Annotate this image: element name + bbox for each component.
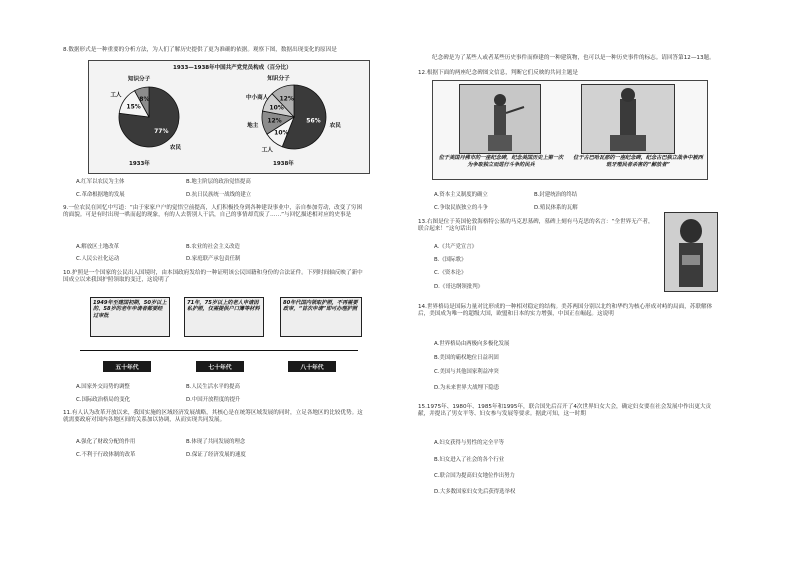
q15-option-a: A.妇女获得与男性的完全平等 <box>434 440 504 446</box>
q9-option-c: C.人民公社化运动 <box>76 256 120 262</box>
monument-1-image <box>460 85 540 153</box>
pie-1938 <box>246 74 341 153</box>
q11-stem: 11.有人认为改革开放以来，我国实施的区域经济发展战略，其核心是在统筹区域发展的同时，立足各地区的比较优势。这就需要政府对国内各地区间的关系加以协调，从而实现共同发展。 <box>63 410 363 424</box>
q13-option-c: C.《资本论》 <box>434 270 467 276</box>
timeline-box-1: 1949年至建国初期，50岁以上的、58岁的老年申请者都要经过审批 <box>90 297 170 337</box>
q9-option-b: B.农业的社会主义改造 <box>186 244 240 250</box>
q15-option-c: C.联合国为提高妇女地位作出努力 <box>434 473 515 479</box>
pie-category-label: 知识分子 <box>127 76 151 83</box>
q11-option-c: C.不利于行政体制的改革 <box>76 452 136 458</box>
q8-chart-title: 1933—1938年中国共产党党员构成（百分比） <box>173 65 292 71</box>
monument-caption-2: 位于古巴哈瓦那的一座纪念碑，纪念古巴独立战争中被西班牙殖民者杀害的“解放者” <box>573 155 703 168</box>
pie-category-label: 农民 <box>329 122 341 129</box>
q8-option-d: D.抗日民族统一战线的建立 <box>186 192 252 198</box>
q8-year-1: 1933年 <box>129 161 150 167</box>
timeline-tag-80s: 八十年代 <box>288 361 336 372</box>
q12-option-a: A.资本主义制度的确立 <box>434 192 488 198</box>
pie-value-label: 12% <box>279 95 294 103</box>
q11-option-a: A.强化了财政分配的作用 <box>76 439 136 445</box>
q14-option-c: C.美国与其他国家利益冲突 <box>434 369 499 375</box>
q15-option-b: B.妇女进入了社会的各个行业 <box>434 457 505 463</box>
q15-option-d: D.大多数国家妇女先后获得选举权 <box>434 489 516 495</box>
q8-option-a: A.红军以农民为主体 <box>76 179 125 185</box>
q12-option-b: B.封建统治的终结 <box>534 192 578 198</box>
monument-photo-1 <box>459 84 541 154</box>
timeline-box-3: 80年代国内领取护照，不再需要政审，“首次申请”即可办理护照 <box>280 297 362 337</box>
marx-tomb-photo <box>664 212 718 292</box>
q8-option-c: C.革命根据地的发展 <box>76 192 125 198</box>
q15-stem: 15.1975年、1980年、1985年和1995年，联合国先后召开了4次世界妇女大会，确定妇女要在社会发展中作出更大贡献，并提出了男女平等、妇女参与发展等要求。据此可知，这一时期 <box>418 404 712 418</box>
q12-intro: 纪念碑是为了某些人或者某些历史事件而修建的一种建筑物，也可以是一种历史事件的标志。请回答第12—13题。 <box>432 55 715 61</box>
pie-category-label: 地主 <box>247 122 259 129</box>
q8-year-2: 1938年 <box>273 161 294 167</box>
pie-value-label: 77% <box>154 127 169 135</box>
timeline-axis <box>80 350 358 351</box>
q13-option-b: B.《国际歌》 <box>434 257 467 263</box>
timeline-tag-70s: 七十年代 <box>196 361 244 372</box>
q12-option-c: C.争取民族独立的斗争 <box>434 205 488 211</box>
q8-stem: 8.数据形式是一种重要的分析方法，为人们了解历史提供了更为准确的依据。观察下图，数据出现变化的原因是 <box>63 47 337 53</box>
q10-option-a: A.国家外交局势的调整 <box>76 384 130 390</box>
q9-stem: 9.一位农民在回忆中写道：“由于家家户户的觉悟空前提高，人们积极投身到各种建设事业中，亲自参加劳动，改变了穷困的面貌。可是有时出现一哄而起的现象，有的人去帮别人干活，自己的事情却荒废了……”与回忆描述相对应的史事是 <box>63 205 363 219</box>
pie-value-label: 56% <box>306 117 321 125</box>
q14-option-b: B.美国的霸权地位日益巩固 <box>434 355 499 361</box>
pie-1933 <box>110 74 181 151</box>
pie-charts <box>89 61 369 173</box>
pie-value-label: 15% <box>126 103 141 111</box>
q11-option-d: D.保证了经济发展的速度 <box>186 452 246 458</box>
q12-figure <box>432 80 708 180</box>
q8-option-b: B.地主阶层的政治觉悟提高 <box>186 179 251 185</box>
pie-category-label: 工人 <box>261 147 273 154</box>
q10-option-c: C.国际政治格局的变化 <box>76 397 130 403</box>
pie-value-label: 10% <box>269 104 284 112</box>
pie-value-label: 12% <box>267 117 282 125</box>
q10-stem: 10.护照是一个国家的公民出入国境时，由本国政府发给的一种证明该公民国籍和身份的合法证件。下列时间轴反映了新中国成立以来我国护照领取的变迁，这说明了 <box>63 270 363 284</box>
pie-value-label: 10% <box>274 129 289 137</box>
pie-category-label: 知识分子 <box>267 75 290 82</box>
q13-stem: 13.右图是位于英国伦敦海格特公墓的马克思墓碑，墓碑上刻有马克思的名言：“全世界无产者，联合起来！”这句话出自 <box>418 219 654 233</box>
pie-category-label: 中小商人 <box>245 94 269 101</box>
pie-category-label: 工人 <box>110 92 122 99</box>
monument-2-image <box>582 85 674 153</box>
q8-figure <box>88 60 370 174</box>
marx-tomb-image <box>665 213 717 291</box>
q13-option-d: D.《哥达纲领批判》 <box>434 284 483 290</box>
q12-stem: 12.根据下面的两座纪念碑图文信息，判断它们反映的共同主题是 <box>418 70 578 76</box>
q14-option-a: A.世界格局由两极向多极化发展 <box>434 341 510 347</box>
timeline-tag-50s: 五十年代 <box>103 361 151 372</box>
q11-option-b: B.体现了共同发展的理念 <box>186 439 246 445</box>
q9-option-a: A.解放区土地改革 <box>76 244 120 250</box>
q9-option-d: D.家庭联产承包责任制 <box>186 256 241 262</box>
q10-option-d: D.中国开放程度的提升 <box>186 397 241 403</box>
q14-option-d: D.为未来世界大战埋下隐患 <box>434 385 500 391</box>
q14-stem: 14.世界格局是国际力量对比形成的一种相对稳定的结构。美苏两国分别以北约和华约为核心形成对峙的局面，苏联解体后，美国成为唯一的超级大国，欧盟和日本的实力增强，中国正在崛起。这说明 <box>418 304 713 318</box>
timeline-box-2: 71年，75岁以上的老人申请因私护照，仅需提供户口簿等材料 <box>184 297 264 337</box>
left-column <box>58 0 418 561</box>
pie-category-label: 农民 <box>169 145 182 152</box>
right-column <box>418 0 778 561</box>
q10-option-b: B.人民生活水平的提高 <box>186 384 240 390</box>
q13-option-a: A.《共产党宣言》 <box>434 244 478 250</box>
q12-option-d: D.殖民体系的瓦解 <box>534 205 578 211</box>
pie-value-label: 8% <box>139 95 150 103</box>
monument-caption-1: 位于美国丹佛市的一座纪念碑，纪念美国历史上第一次为争取独立而进行斗争的民兵 <box>438 155 564 168</box>
monument-photo-2 <box>581 84 675 154</box>
